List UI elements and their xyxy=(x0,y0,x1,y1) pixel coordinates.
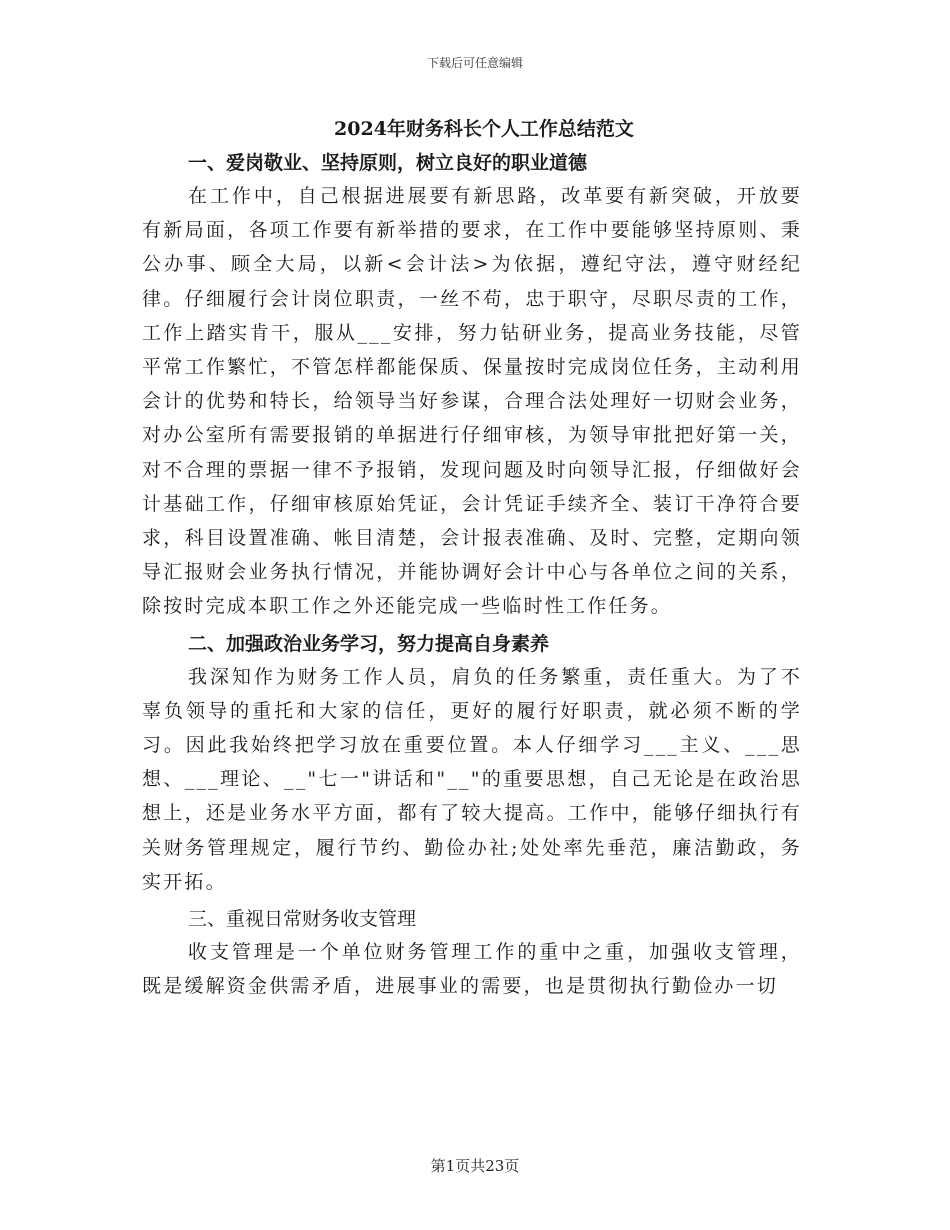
document-title: 2024年财务科长个人工作总结范文 xyxy=(334,118,634,140)
document-body xyxy=(142,114,802,1003)
section-paragraph-3: 收支管理是一个单位财务管理工作的重中之重，加强收支管理，既是缓解资金供需矛盾，进展事业的需要，也是贯彻执行勤俭办一切 xyxy=(142,941,802,998)
section-heading-1: 一、爱岗敬业、坚持原则，树立良好的职业道德 xyxy=(188,152,588,174)
section-heading-3: 三、重视日常财务收支管理 xyxy=(188,908,417,931)
section-paragraph-2: 我深知作为财务工作人员，肩负的任务繁重，责任重大。为了不辜负领导的重托和大家的信任，更好的履行好职责，就必须不断的学习。因此我始终把学习放在重要位置。本人仔细学习___主义、___思想、___理论、__"七一"讲话和"__"的重要思想，自己无论是在政治思想上，还是业务水平方面，都有了较大提高。工作中，能够仔细执行有关财务管理规定，履行节约、勤俭办社;处处率先垂范，廉洁勤政，务实开拓。 xyxy=(142,665,802,893)
header-note: 下载后可任意编辑 xyxy=(426,56,523,70)
section-paragraph-1: 在工作中，自己根据进展要有新思路，改革要有新突破，开放要有新局面，各项工作要有新举措的要求，在工作中要能够坚持原则、秉公办事、顾全大局，以新<会计法>为依据，遵纪守法，遵守财经纪律。仔细履行会计岗位职责，一丝不苟，忠于职守，尽职尽责的工作，工作上踏实肯干，服从___安排，努力钻研业务，提高业务技能，尽管平常工作繁忙，不管怎样都能保质、保量按时完成岗位任务，主动利用会计的优势和特长，给领导当好参谋，合理合法处理好一切财会业务，对办公室所有需要报销的单据进行仔细审核，为领导审批把好第一关，对不合理的票据一律不予报销，发现问题及时向领导汇报，仔细做好会计基础工作，仔细审核原始凭证，会计凭证手续齐全、装订干净符合要求，科目设置准确、帐目清楚，会计报表准确、及时、完整，定期向领导汇报财会业务执行情况，并能协调好会计中心与各单位之间的关系，除按时完成本职工作之外还能完成一些临时性工作任务。 xyxy=(142,185,802,618)
page-number: 第1页共23页 xyxy=(430,1157,520,1175)
section-heading-2: 二、加强政治业务学习，努力提高自身素养 xyxy=(188,632,550,655)
